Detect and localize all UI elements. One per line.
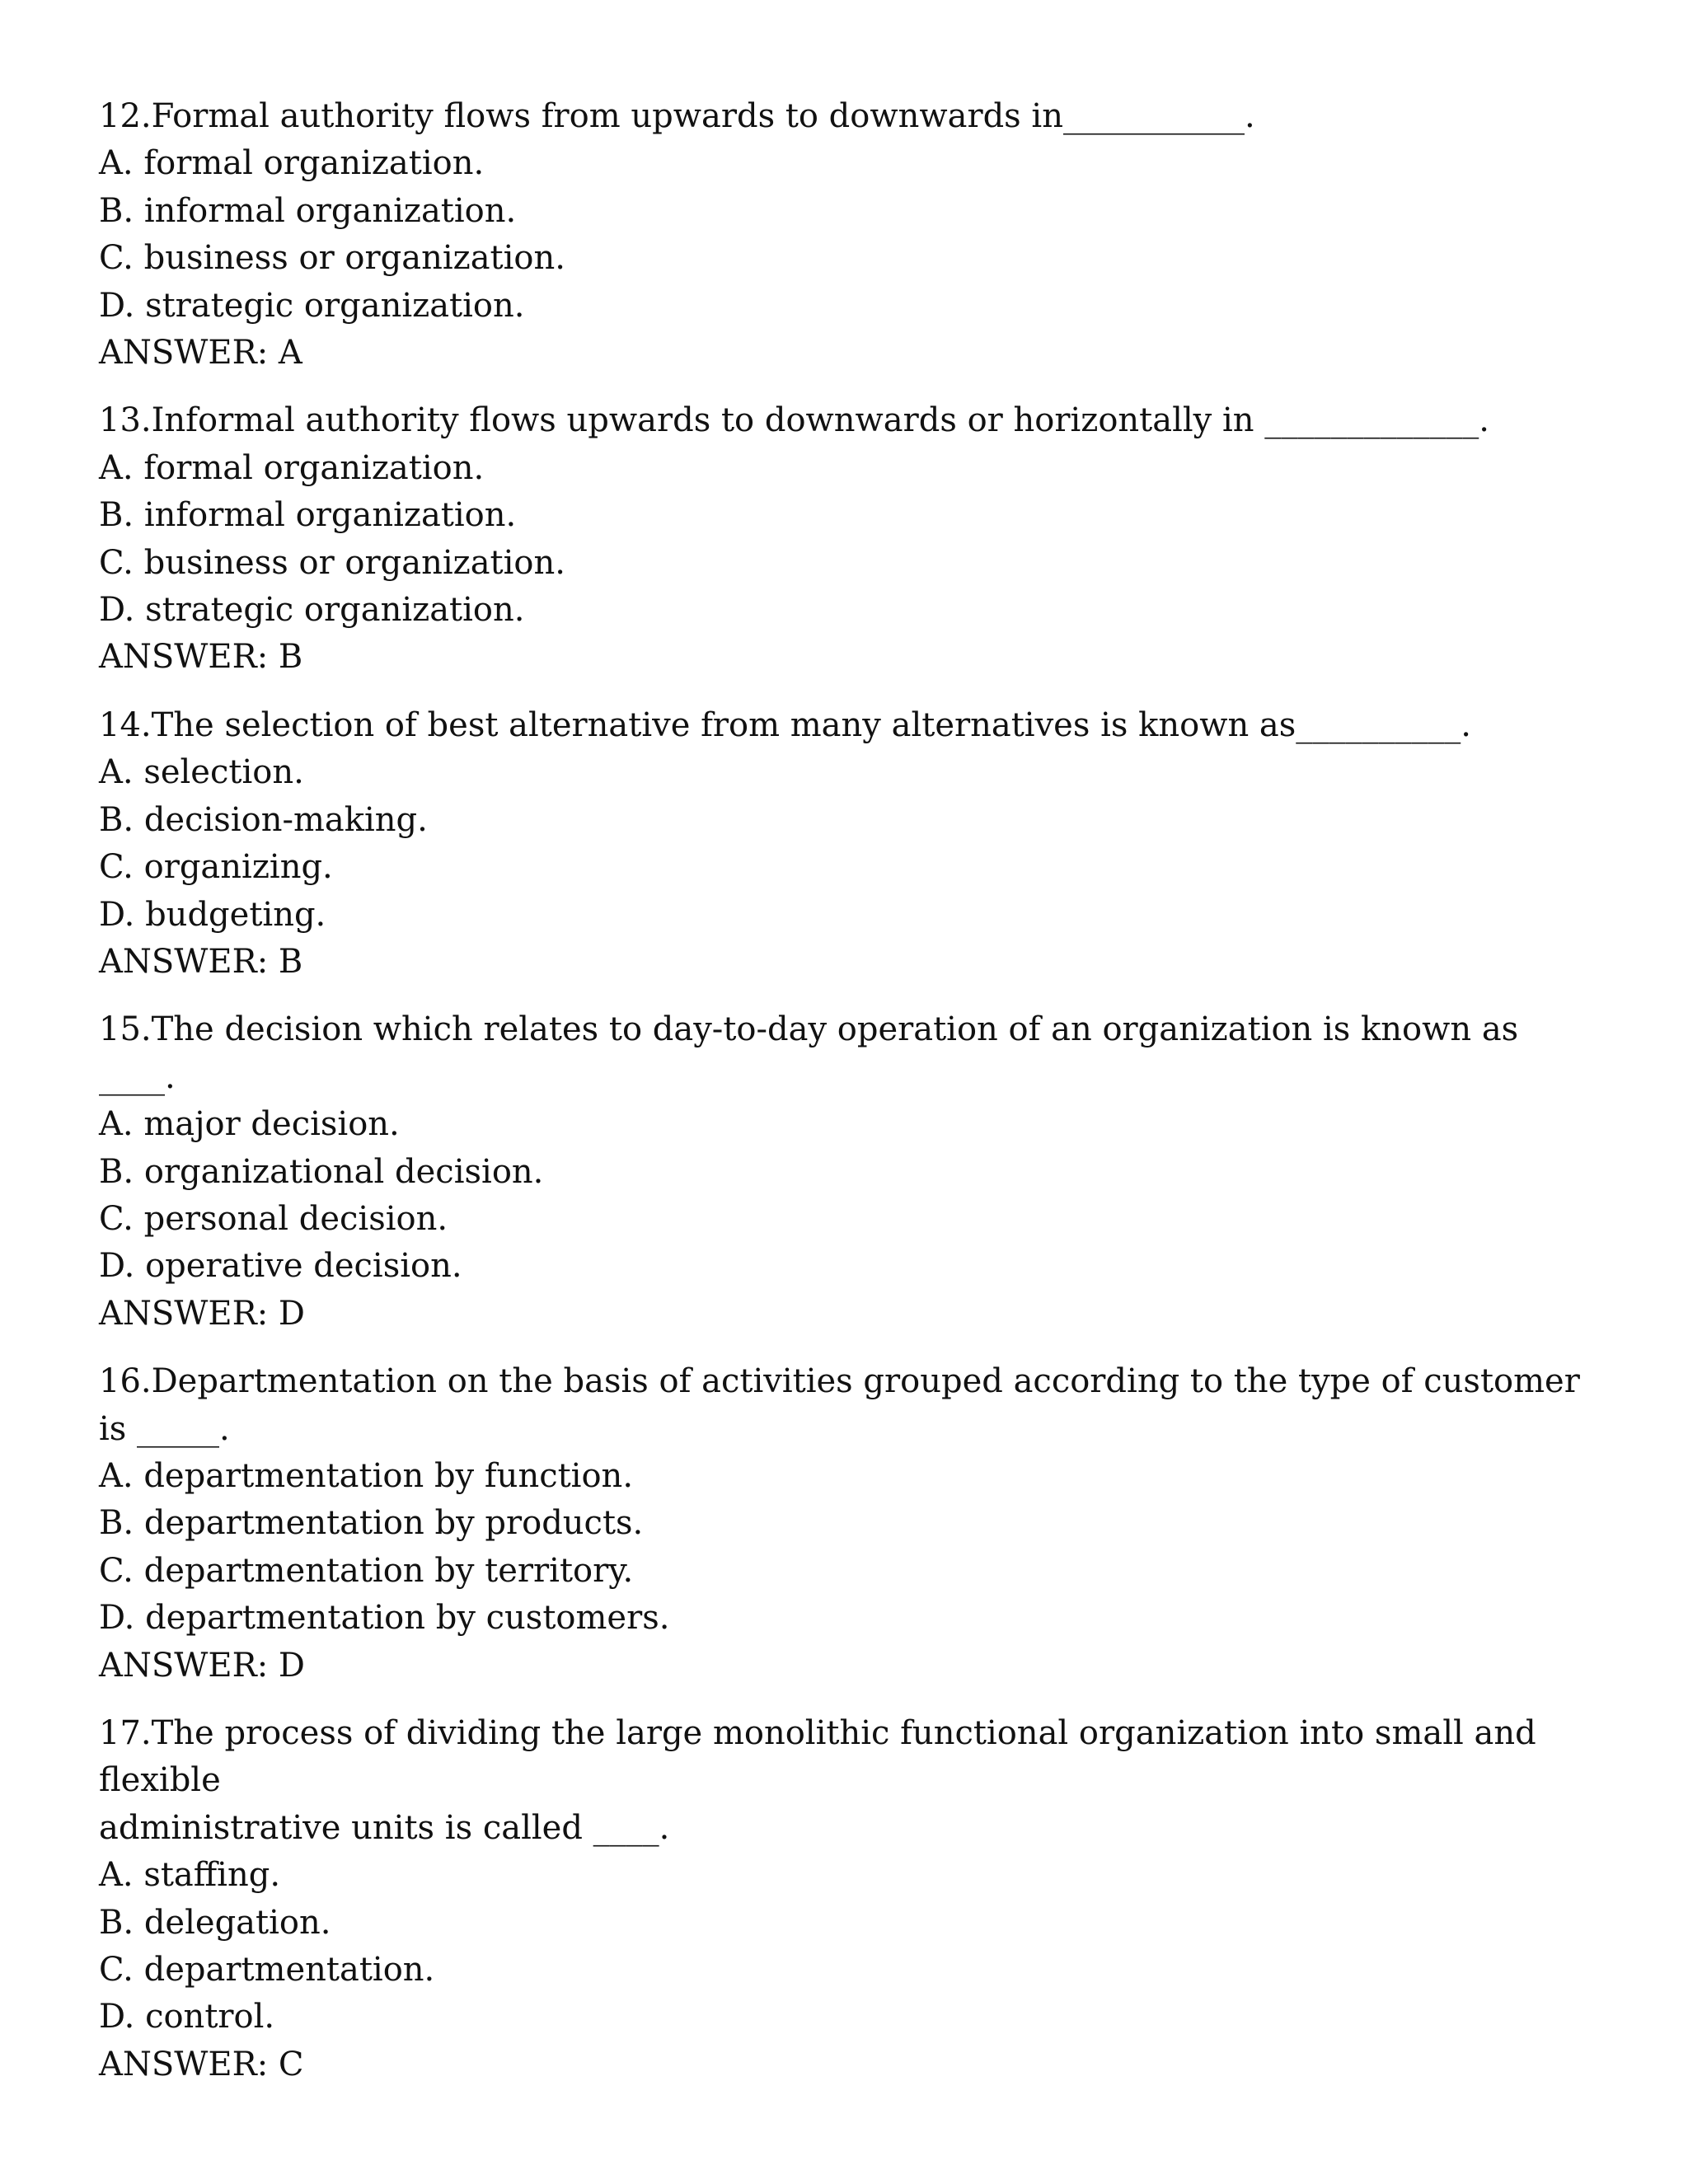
option-b: B. informal organization. <box>99 191 517 230</box>
question-13 <box>99 397 1599 681</box>
option-a: A. departmentation by function. <box>99 1456 634 1495</box>
answer-line: ANSWER: A <box>99 334 302 373</box>
option-a: A. formal organization. <box>99 448 485 487</box>
question-list <box>99 93 1599 2109</box>
question-15 <box>99 1006 1599 1338</box>
answer-line: ANSWER: D <box>99 1294 305 1333</box>
option-d: D. control. <box>99 1998 275 2036</box>
option-d: D. operative decision. <box>99 1247 462 1286</box>
question-stem: 16.Departmentation on the basis of activities grouped according to the type of customer is _____. <box>99 1362 1591 1448</box>
option-d: D. departmentation by customers. <box>99 1599 670 1638</box>
option-a: A. staffing. <box>99 1856 281 1895</box>
option-b: B. departmentation by products. <box>99 1504 644 1543</box>
option-c: C. business or organization. <box>99 543 565 582</box>
question-stem: 12.Formal authority flows from upwards to downwards in___________. <box>99 97 1255 135</box>
option-b: B. decision-making. <box>99 800 428 839</box>
answer-line: ANSWER: B <box>99 942 303 981</box>
option-a: A. major decision. <box>99 1105 400 1144</box>
option-c: C. organizing. <box>99 848 333 887</box>
answer-line: ANSWER: C <box>99 2045 304 2083</box>
answer-line: ANSWER: B <box>99 638 303 677</box>
option-b: B. delegation. <box>99 1903 331 1942</box>
option-d: D. strategic organization. <box>99 286 525 325</box>
question-stem-continued: administrative units is called ____. <box>99 1808 670 1847</box>
answer-line: ANSWER: D <box>99 1646 305 1685</box>
question-14 <box>99 702 1599 986</box>
question-12 <box>99 93 1599 377</box>
option-b: B. organizational decision. <box>99 1152 544 1191</box>
question-stem: 13.Informal authority flows upwards to downwards or horizontally in _____________. <box>99 401 1489 440</box>
option-a: A. selection. <box>99 753 304 792</box>
option-c: C. business or organization. <box>99 239 565 278</box>
option-c: C. departmentation by territory. <box>99 1551 634 1590</box>
option-d: D. budgeting. <box>99 895 326 934</box>
question-stem: 17.The process of dividing the large monolithic functional organization into small and flexible <box>99 1714 1547 1800</box>
question-16 <box>99 1358 1599 1690</box>
option-b: B. informal organization. <box>99 496 517 535</box>
option-c: C. departmentation. <box>99 1951 435 1990</box>
option-c: C. personal decision. <box>99 1199 448 1238</box>
question-stem: 15.The decision which relates to day-to-day operation of an organization is known as ____. <box>99 1010 1529 1096</box>
option-a: A. formal organization. <box>99 144 485 183</box>
question-17 <box>99 1710 1599 2088</box>
question-stem: 14.The selection of best alternative from many alternatives is known as__________. <box>99 705 1472 744</box>
option-d: D. strategic organization. <box>99 591 525 630</box>
